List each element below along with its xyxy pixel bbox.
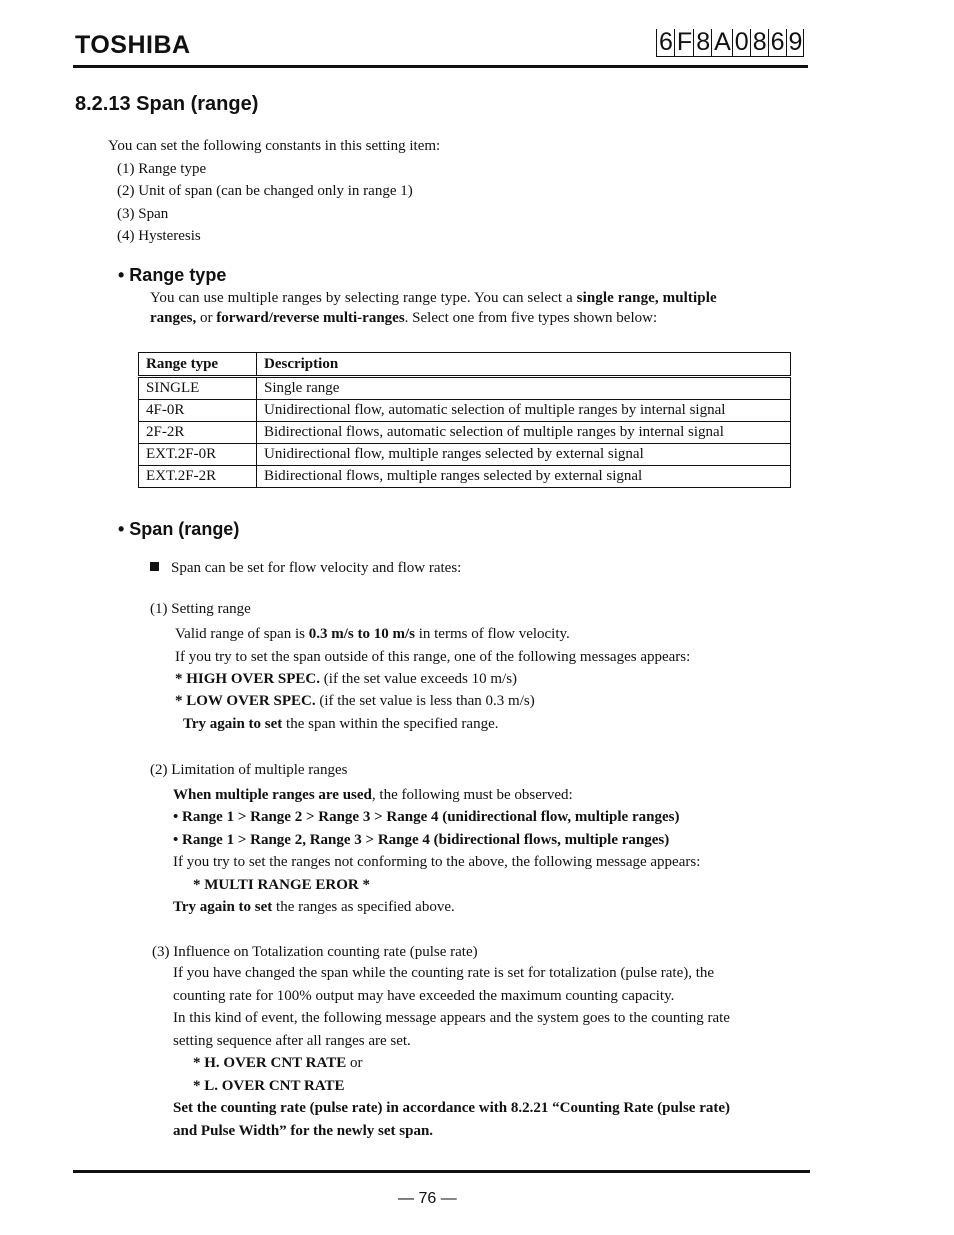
message-line: * LOW OVER SPEC. (if the set value is less than 0.3 m/s)	[175, 693, 535, 709]
table-row	[139, 444, 791, 466]
document-number: 6 F 8 A 0 8 6 9	[656, 28, 804, 57]
table-header-cell: Range type	[139, 353, 257, 377]
intro-text: You can set the following constants in this setting item:	[108, 138, 441, 154]
list-item: (2) Unit of span (can be changed only in range 1)	[117, 183, 413, 199]
list-item: (1) Range type	[117, 161, 207, 177]
text-line: setting sequence after all ranges are set.	[173, 1033, 411, 1049]
range-type-heading: • Range type	[118, 265, 227, 285]
message-line: * H. OVER CNT RATE or	[193, 1055, 363, 1071]
list-item: (4) Hysteresis	[117, 228, 201, 244]
subsection-title: (2) Limitation of multiple ranges	[150, 762, 348, 778]
message-line: * MULTI RANGE EROR *	[193, 877, 370, 893]
text-line: Valid range of span is 0.3 m/s to 10 m/s in terms of flow velocity.	[175, 626, 570, 642]
section-title: 8.2.13 Span (range)	[75, 93, 259, 115]
table-cell: SINGLE	[139, 377, 257, 400]
table-cell: Bidirectional flows, automatic selection of multiple ranges by internal signal	[257, 422, 791, 444]
span-bullet: Span can be set for flow velocity and flow rates:	[150, 559, 461, 577]
table-row	[139, 377, 791, 400]
text-line: counting rate for 100% output may have exceeded the maximum counting capacity.	[173, 988, 675, 1004]
table-cell: Unidirectional flow, multiple ranges selected by external signal	[257, 444, 791, 466]
text-line: • Range 1 > Range 2 > Range 3 > Range 4 (unidirectional flow, multiple ranges)	[173, 809, 680, 825]
text-line: Try again to set the ranges as specified above.	[173, 899, 455, 915]
table-cell: 4F-0R	[139, 400, 257, 422]
table-row	[139, 422, 791, 444]
page-number: — 76 —	[398, 1190, 457, 1207]
table-row	[139, 400, 791, 422]
toshiba-logo: TOSHIBA	[75, 31, 191, 59]
table-header-row	[139, 353, 791, 377]
span-heading: • Span (range)	[118, 519, 240, 539]
text-line: Set the counting rate (pulse rate) in accordance with 8.2.21 “Counting Rate (pulse rate)	[173, 1100, 731, 1116]
header-rule	[73, 65, 808, 68]
table-cell: Bidirectional flows, multiple ranges selected by external signal	[257, 466, 791, 488]
table-header-cell: Description	[257, 353, 791, 377]
range-type-paragraph-line1: You can use multiple ranges by selecting range type. You can select a single range, multiple	[150, 290, 717, 306]
text-line: • Range 1 > Range 2, Range 3 > Range 4 (bidirectional flows, multiple ranges)	[173, 832, 670, 848]
table-cell: 2F-2R	[139, 422, 257, 444]
message-line: * L. OVER CNT RATE	[193, 1078, 345, 1094]
text-line: If you have changed the span while the counting rate is set for totalization (pulse rate), the	[173, 965, 715, 981]
table-cell: EXT.2F-0R	[139, 444, 257, 466]
text-line: and Pulse Width” for the newly set span.	[173, 1123, 434, 1139]
table-cell: Unidirectional flow, automatic selection of multiple ranges by internal signal	[257, 400, 791, 422]
range-type-paragraph-line2: ranges, or forward/reverse multi-ranges. Select one from five types shown below:	[150, 310, 658, 326]
subsection-title: (3) Influence on Totalization counting rate (pulse rate)	[152, 944, 478, 960]
text-line: Try again to set the span within the specified range.	[183, 716, 499, 732]
text-line: If you try to set the ranges not conforming to the above, the following message appears:	[173, 854, 701, 870]
table-cell: Single range	[257, 377, 791, 400]
text-line: If you try to set the span outside of this range, one of the following messages appears:	[175, 649, 691, 665]
message-line: * HIGH OVER SPEC. (if the set value exceeds 10 m/s)	[175, 671, 518, 687]
text-line: In this kind of event, the following message appears and the system goes to the counting rate	[173, 1010, 730, 1026]
subsection-title: (1) Setting range	[150, 601, 251, 617]
table-cell: EXT.2F-2R	[139, 466, 257, 488]
text-line: When multiple ranges are used, the following must be observed:	[173, 787, 573, 803]
footer-rule	[73, 1170, 810, 1173]
table-row	[139, 466, 791, 488]
square-bullet-icon	[150, 562, 159, 571]
range-type-table	[138, 352, 791, 488]
list-item: (3) Span	[117, 206, 169, 222]
